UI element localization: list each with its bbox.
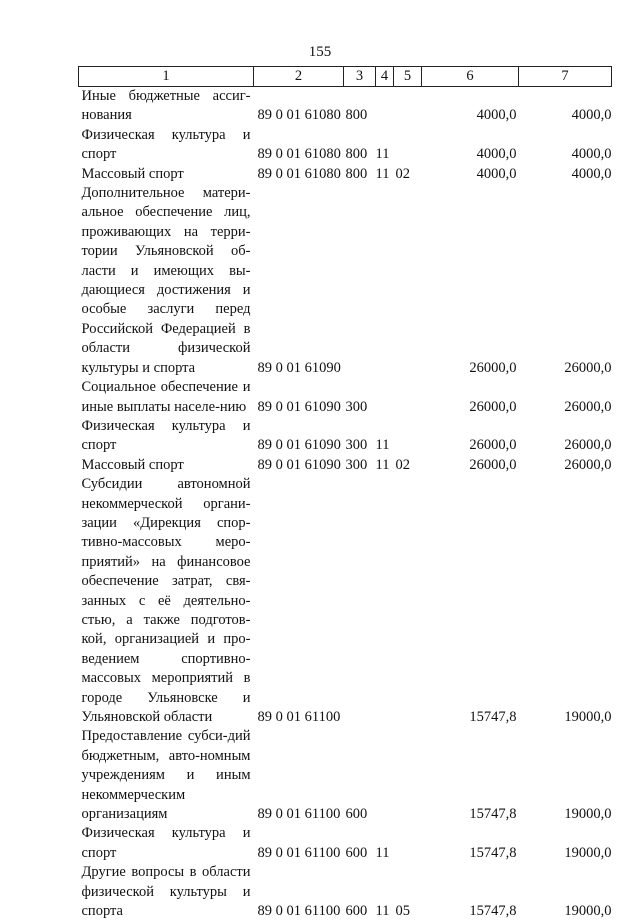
- row-col-7: 26000,0: [519, 378, 612, 417]
- row-col-4: [376, 727, 394, 824]
- table-row: [79, 165, 612, 184]
- row-name: Социальное обеспечение и иные выплаты населе-нию: [79, 378, 254, 417]
- row-code: 89 0 01 61100: [254, 863, 344, 921]
- row-col-4: [376, 87, 394, 126]
- row-col-3: 800: [344, 165, 376, 184]
- row-code: 89 0 01 61080: [254, 165, 344, 184]
- row-name: Физическая культура и спорт: [79, 126, 254, 165]
- row-col-4: [376, 378, 394, 417]
- row-col-4: 11: [376, 417, 394, 456]
- row-col-5: [394, 87, 422, 126]
- row-name: Другие вопросы в области физической культуры и спорта: [79, 863, 254, 921]
- row-code: 89 0 01 61090: [254, 417, 344, 456]
- table-row: [79, 824, 612, 863]
- row-name: Массовый спорт: [79, 165, 254, 184]
- row-col-6: 15747,8: [422, 824, 519, 863]
- row-name: Физическая культура и спорт: [79, 824, 254, 863]
- header-col-1: 1: [79, 67, 254, 87]
- row-col-4: 11: [376, 165, 394, 184]
- row-col-5: [394, 475, 422, 727]
- row-col-6: 4000,0: [422, 165, 519, 184]
- row-col-3: 600: [344, 863, 376, 921]
- row-col-6: 4000,0: [422, 87, 519, 126]
- header-col-4: 4: [376, 67, 394, 87]
- row-col-7: 4000,0: [519, 165, 612, 184]
- row-name: Предоставление субси-дий бюджетным, авто-номным учреждениям и иным некоммерческим организациям: [79, 727, 254, 824]
- table-row: [79, 378, 612, 417]
- row-code: 89 0 01 61080: [254, 87, 344, 126]
- row-name: Дополнительное матери-альное обеспечение лиц, проживающих на терри-тории Ульяновской об-ласти и имеющих вы-дающиеся достижения и особые заслуги перед Российской Федерацией в области физической культуры и спорта: [79, 184, 254, 378]
- row-col-3: 600: [344, 727, 376, 824]
- row-col-7: 4000,0: [519, 126, 612, 165]
- row-col-3: 600: [344, 824, 376, 863]
- row-col-5: [394, 824, 422, 863]
- row-col-5: [394, 417, 422, 456]
- row-code: 89 0 01 61090: [254, 378, 344, 417]
- row-col-5: 05: [394, 863, 422, 921]
- header-col-2: 2: [254, 67, 344, 87]
- row-col-4: [376, 475, 394, 727]
- row-col-5: 02: [394, 456, 422, 475]
- header-col-6: 6: [422, 67, 519, 87]
- row-name: Иные бюджетные ассиг-нования: [79, 87, 254, 126]
- table-row: [79, 184, 612, 378]
- row-col-3: 300: [344, 456, 376, 475]
- row-col-3: 300: [344, 378, 376, 417]
- row-col-6: 26000,0: [422, 378, 519, 417]
- row-col-3: 300: [344, 417, 376, 456]
- row-code: 89 0 01 61100: [254, 824, 344, 863]
- header-col-5: 5: [394, 67, 422, 87]
- row-col-6: 26000,0: [422, 456, 519, 475]
- page-number: 155: [0, 44, 640, 61]
- row-col-5: 02: [394, 165, 422, 184]
- row-code: 89 0 01 61100: [254, 727, 344, 824]
- row-col-6: 26000,0: [422, 417, 519, 456]
- row-col-3: 800: [344, 87, 376, 126]
- budget-table: [78, 66, 612, 921]
- row-col-7: 19000,0: [519, 727, 612, 824]
- row-col-6: 15747,8: [422, 727, 519, 824]
- row-col-6: 15747,8: [422, 475, 519, 727]
- table-row: [79, 126, 612, 165]
- row-code: 89 0 01 61080: [254, 126, 344, 165]
- row-col-5: [394, 727, 422, 824]
- row-col-3: 800: [344, 126, 376, 165]
- table-row: [79, 417, 612, 456]
- table-header-row: [79, 67, 612, 87]
- row-col-4: [376, 184, 394, 378]
- row-name: Субсидии автономной некоммерческой органи-зации «Дирекция спор-тивно-массовых меро-приятий» на финансовое обеспечение затрат, свя-занных с её деятельно-стью, а также подготов-кой, организацией и про-ведением спортивно-массовых мероприятий в городе Ульяновске и Ульяновской области: [79, 475, 254, 727]
- table-row: [79, 456, 612, 475]
- row-code: 89 0 01 61090: [254, 184, 344, 378]
- row-col-6: 15747,8: [422, 863, 519, 921]
- row-col-7: 19000,0: [519, 824, 612, 863]
- row-code: 89 0 01 61100: [254, 475, 344, 727]
- row-col-5: [394, 378, 422, 417]
- row-col-7: 26000,0: [519, 456, 612, 475]
- row-col-7: 19000,0: [519, 475, 612, 727]
- table-row: [79, 863, 612, 921]
- row-col-4: 11: [376, 824, 394, 863]
- table-row: [79, 475, 612, 727]
- row-col-3: [344, 184, 376, 378]
- row-col-6: 26000,0: [422, 184, 519, 378]
- header-col-3: 3: [344, 67, 376, 87]
- row-code: 89 0 01 61090: [254, 456, 344, 475]
- table-row: [79, 727, 612, 824]
- row-col-4: 11: [376, 863, 394, 921]
- row-col-5: [394, 184, 422, 378]
- table-row: [79, 87, 612, 126]
- row-name: Массовый спорт: [79, 456, 254, 475]
- row-col-7: 26000,0: [519, 417, 612, 456]
- header-col-7: 7: [519, 67, 612, 87]
- row-col-7: 19000,0: [519, 863, 612, 921]
- row-col-4: 11: [376, 456, 394, 475]
- row-col-6: 4000,0: [422, 126, 519, 165]
- row-col-7: 26000,0: [519, 184, 612, 378]
- row-col-5: [394, 126, 422, 165]
- budget-table-body: [79, 87, 612, 921]
- row-col-4: 11: [376, 126, 394, 165]
- row-name: Физическая культура и спорт: [79, 417, 254, 456]
- row-col-7: 4000,0: [519, 87, 612, 126]
- row-col-3: [344, 475, 376, 727]
